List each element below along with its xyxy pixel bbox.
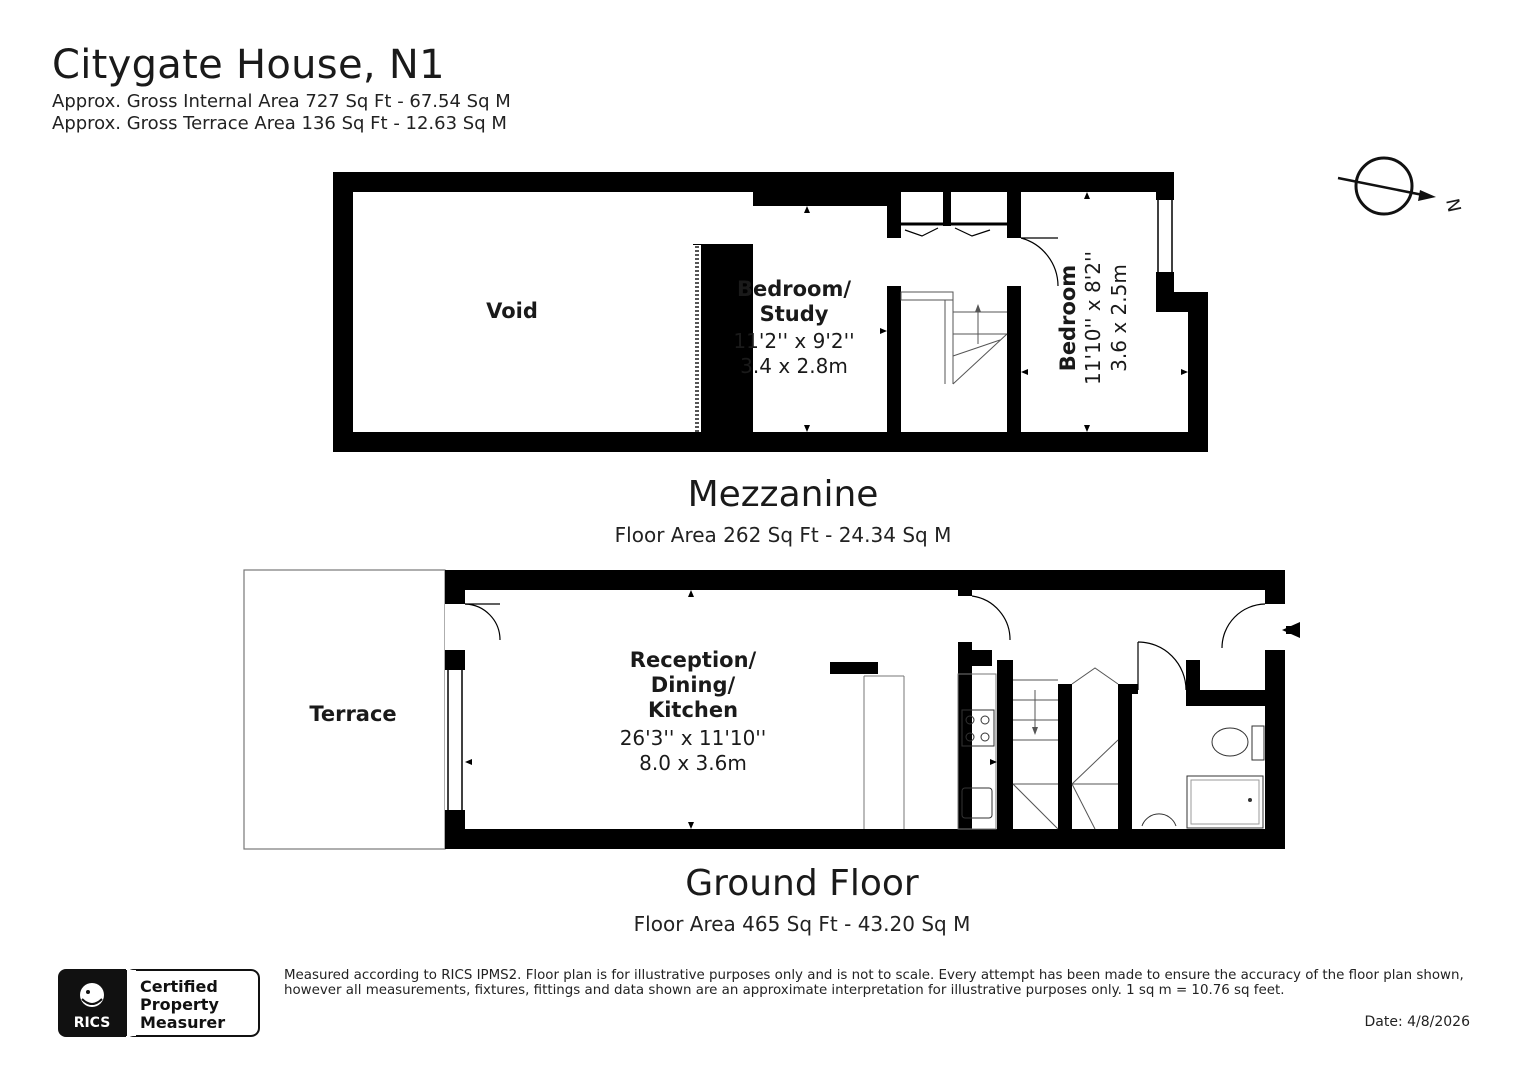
- disclaimer-text: Measured according to RICS IPMS2. Floor plan is for illustrative purposes only and is not to scale. Every attempt has been made to ensure the accuracy of the floor plan shown, however all measurements, fixtures, fittings and data shown are an approximate interpretation for illustrative purposes only. 1 sq m = 10.76 sq feet.: [284, 968, 1464, 998]
- room-label-reception-line2: Dining/: [650, 673, 736, 697]
- mezzanine-floor-area: Floor Area 262 Sq Ft - 24.34 Sq M: [614, 523, 952, 547]
- rics-brand: RICS: [73, 1015, 111, 1031]
- page-title: Citygate House, N1: [52, 42, 445, 88]
- room-label-bedroom: Bedroom: [1056, 264, 1080, 372]
- compass-icon: [1338, 158, 1464, 214]
- plan-date: Date: 4/8/2026: [1364, 1014, 1470, 1030]
- room-label-study-line2: Study: [759, 302, 829, 326]
- room-dim-bedroom-metric: 3.6 x 2.5m: [1107, 264, 1131, 372]
- room-label-study-line1: Bedroom/: [736, 277, 852, 301]
- badge-line3: Measurer: [140, 1013, 226, 1032]
- badge-line2: Property: [140, 995, 219, 1014]
- room-label-reception-line3: Kitchen: [647, 698, 739, 722]
- room-dim-study-imperial: 11'2'' x 9'2'': [733, 329, 855, 353]
- room-dim-bedroom-imperial: 11'10'' x 8'2'': [1081, 251, 1105, 385]
- rics-lion-icon: [80, 983, 104, 1007]
- room-label-terrace: Terrace: [309, 702, 397, 726]
- mezzanine-title: Mezzanine: [687, 474, 879, 515]
- ground-floor-area: Floor Area 465 Sq Ft - 43.20 Sq M: [633, 912, 971, 936]
- gross-internal-area: Approx. Gross Internal Area 727 Sq Ft - 67.54 Sq M: [52, 91, 511, 112]
- ground-floor-title: Ground Floor: [685, 863, 919, 904]
- ground-floor-plan: [244, 570, 1300, 849]
- room-label-void: Void: [486, 299, 538, 323]
- gross-terrace-area: Approx. Gross Terrace Area 136 Sq Ft - 12.63 Sq M: [52, 113, 507, 134]
- compass-north-label: N: [1441, 196, 1465, 215]
- room-dim-reception-metric: 8.0 x 3.6m: [639, 751, 747, 775]
- room-dim-study-metric: 3.4 x 2.8m: [740, 354, 848, 378]
- room-label-reception-line1: Reception/: [629, 648, 757, 672]
- rics-certified-badge: [58, 969, 260, 1037]
- badge-line1: Certified: [140, 977, 218, 996]
- room-dim-reception-imperial: 26'3'' x 11'10'': [619, 726, 767, 750]
